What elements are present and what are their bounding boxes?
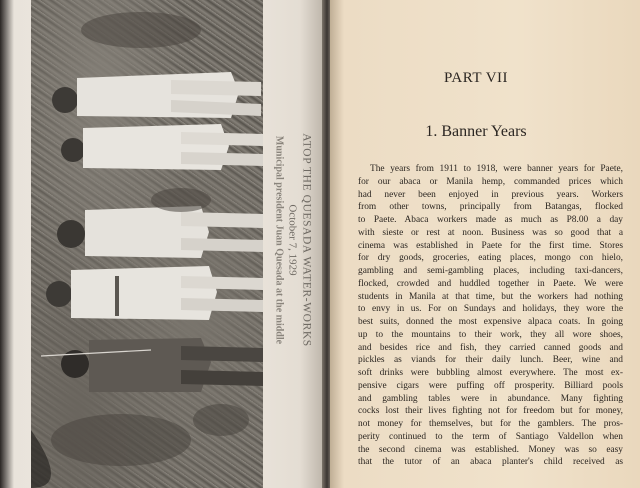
figure-1: [52, 72, 261, 118]
body-paragraph: [358, 163, 623, 469]
text-line: pickles as viands for their daily lunch. Beer, wine and: [358, 355, 623, 366]
text-line: with sieste or rest at noon. Business was so good that a: [358, 227, 623, 238]
text-line: students in Manila at that time, but the workers had nothing: [358, 291, 623, 302]
text-line: pensive cigars were puffing off prosperity. Billiard pools: [358, 380, 623, 391]
text-line: from other towns, principally from Batangas, flocked: [358, 202, 623, 213]
text-line: to Paete. Abaca workers made as much as P8.00 a day: [358, 215, 623, 225]
part-heading: PART VII: [443, 70, 509, 86]
text-line: The years from 1911 to 1918, were banner years for Paete,: [370, 164, 623, 174]
text-line: for dry goods, groceries, eating places, mongo con hielo,: [358, 253, 623, 264]
text-line: perity continued to the term of Santiago Valdellon when: [358, 431, 623, 442]
text-line: had never been enjoyed in previous years. Workers: [358, 189, 623, 200]
text-line: cinema was established in Paete for the first time. Stores: [358, 240, 623, 251]
text-line: the second cinema was established. Money was so easy: [358, 444, 623, 455]
text-line: that the tutor of an abaca planter's child received as: [358, 457, 623, 468]
text-line: cocks lost their lives fighting not for freedom but for money,: [358, 406, 623, 417]
text-line: soft drinks were bubbling almost everywhere. The most ex-: [358, 368, 623, 378]
text-line: gambling and semi-gambling places, including taxi-dancers,: [358, 266, 623, 276]
text-line: up to the mountains to their work, they all wore shoes,: [358, 329, 623, 340]
chapter-title: 1. Banner Years: [425, 123, 527, 140]
text-line: for our abaca or Manila hemp, commanded prices which: [358, 176, 623, 187]
text-line: best suits, donned the most expensive alpaca coats. In going: [358, 317, 623, 327]
text-line: flocked, crowded and huddled together in Paete. We were: [358, 278, 623, 289]
text-line: not money for themselves, but for the gamblers. The pros-: [358, 419, 623, 429]
right-page: [330, 0, 640, 488]
caption-note: Municipal president Juan Quesada at the middle: [273, 135, 285, 345]
caption-title: ATOP THE QUESADA WATER-WORKS: [300, 133, 313, 347]
text-line: and gambling tables were in abundance. Many fighting: [358, 393, 623, 404]
historical-photograph: [31, 0, 263, 488]
text-line: to envy in us. For on Sundays and holidays, they wore the: [358, 304, 623, 315]
photo-caption: [262, 60, 324, 420]
text-line: and besides rice and fish, they carried canned goods and: [358, 342, 623, 353]
group-of-men-image: [31, 0, 263, 488]
caption-date: October 7, 1929: [286, 204, 299, 276]
